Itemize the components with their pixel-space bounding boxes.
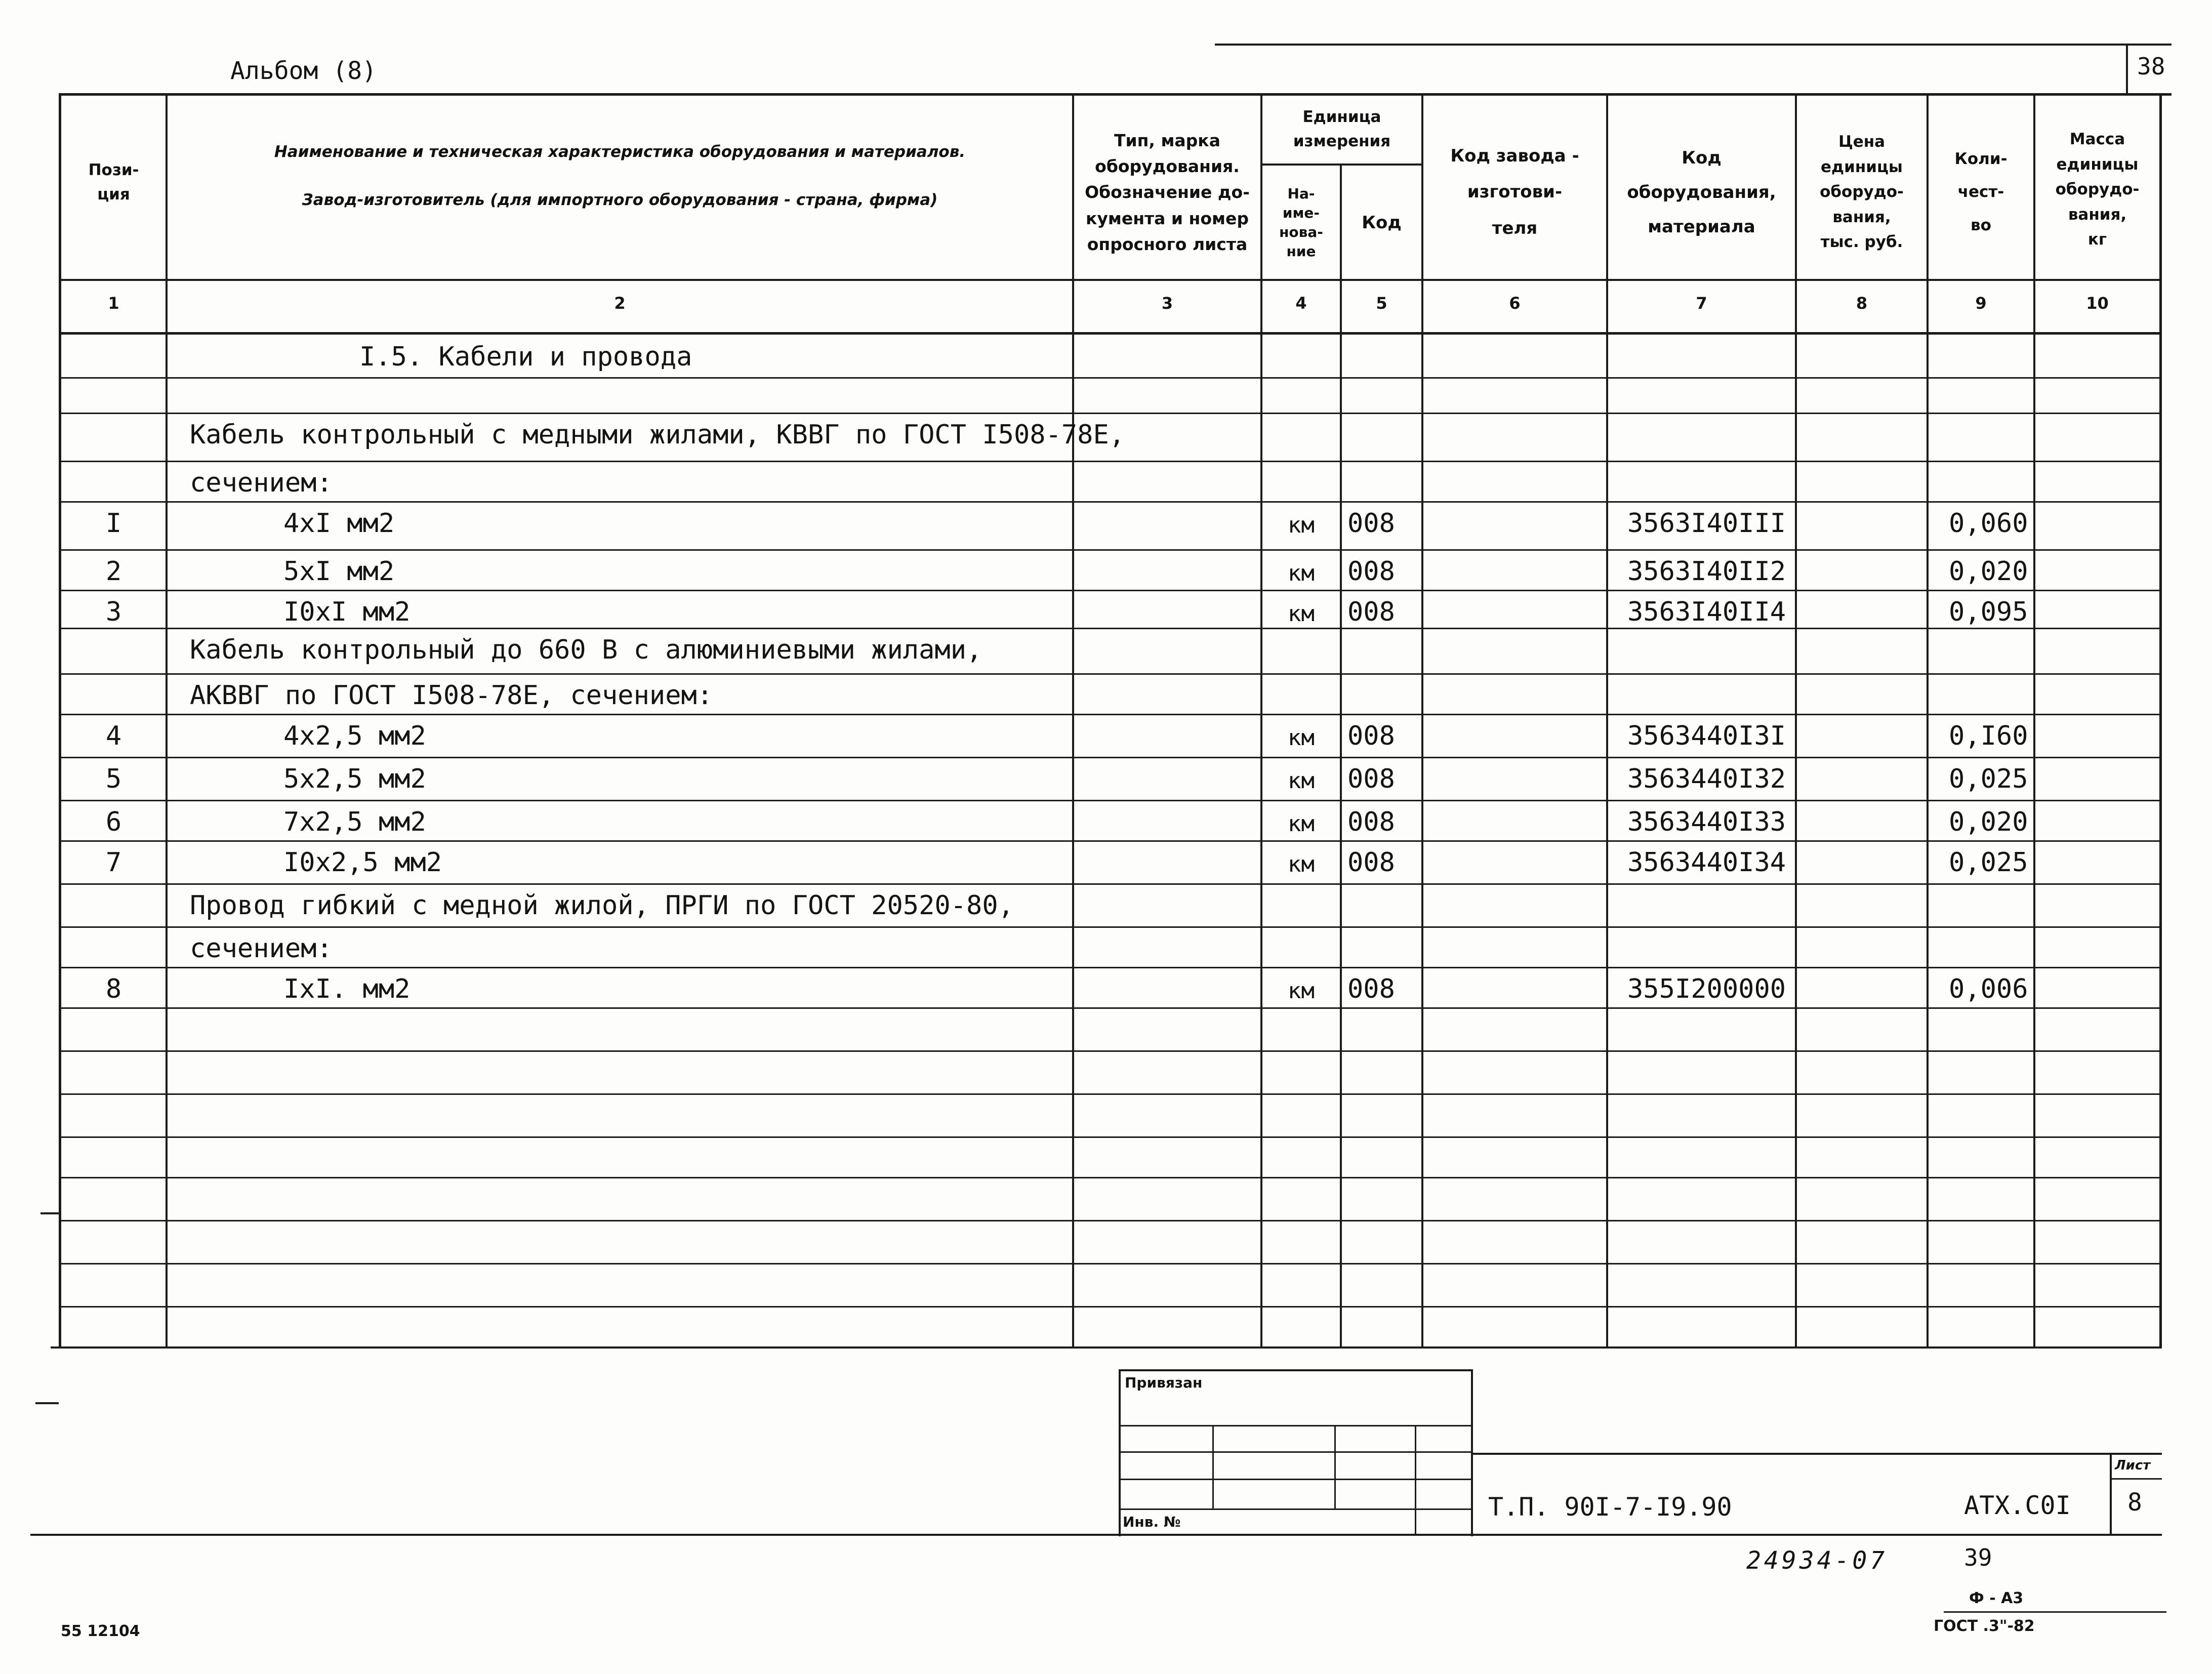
header-factory-code: Код завода - изготови- теля: [1450, 145, 1579, 238]
row-unit: км: [1288, 851, 1315, 877]
row-unit: км: [1288, 512, 1315, 538]
header-name-line1: Наименование и техническая характеристика оборудования и материалов.: [274, 142, 966, 161]
row-material-code: 3563440I32: [1627, 764, 1786, 794]
row-position: 7: [105, 847, 122, 878]
row-unit: км: [1288, 978, 1315, 1004]
row-position: I: [105, 508, 122, 539]
row-name: 4х2,5 мм2: [283, 721, 426, 751]
row-position: 8: [105, 974, 122, 1004]
row-name: 7х2,5 мм2: [283, 807, 426, 837]
row-name: I0х2,5 мм2: [283, 847, 442, 878]
row-unit: км: [1288, 768, 1315, 794]
row-name: I0хI мм2: [283, 597, 411, 627]
sheet-label: Лист: [2115, 1458, 2151, 1473]
document-code: Т.П. 90I-7-I9.90: [1488, 1492, 1732, 1522]
row-name: IхI. мм2: [283, 974, 411, 1004]
header-unit-group: Единица измерения: [1293, 107, 1391, 150]
colnum-2: 2: [614, 294, 626, 313]
stamp-privyazan: Привязан: [1125, 1374, 1203, 1391]
row-material-code: 3563440I33: [1627, 807, 1786, 837]
row-name: I.5. Кабели и провода: [359, 342, 692, 372]
row-unit: км: [1288, 811, 1315, 837]
format-line-2: ГОСТ .3"-82: [1934, 1617, 2035, 1635]
row-unit-code: 008: [1347, 807, 1395, 837]
sheet-number: 8: [2127, 1488, 2142, 1517]
row-material-code: 3563I40II2: [1627, 556, 1786, 587]
sheet-code: АТХ.С0I: [1964, 1491, 2071, 1520]
row-unit-code: 008: [1347, 847, 1395, 878]
row-unit: км: [1288, 560, 1315, 586]
row-name: 5хI мм2: [283, 556, 395, 587]
row-unit-code: 008: [1347, 974, 1395, 1004]
row-material-code: 3563I40II4: [1627, 597, 1786, 627]
header-material-code: Код оборудования, материала: [1627, 148, 1776, 237]
header-quantity: Коли- чест- во: [1954, 150, 2008, 234]
row-unit-code: 008: [1347, 764, 1395, 794]
row-quantity: 0,095: [1949, 597, 2028, 627]
header-unit-code: Код: [1362, 212, 1402, 233]
format-line-1: Ф - А3: [1969, 1589, 2024, 1607]
row-name: Провод гибкий с медной жилой, ПРГИ по ГОСТ 20520-80,: [190, 890, 1014, 921]
row-quantity: 0,I60: [1949, 721, 2028, 751]
row-quantity: 0,060: [1949, 508, 2028, 539]
row-name: 4хI мм2: [283, 508, 395, 539]
header-unit-name: На- име- нова- ние: [1279, 185, 1323, 260]
album-title: Альбом (8): [230, 57, 377, 85]
colnum-8: 8: [1856, 294, 1868, 313]
row-quantity: 0,020: [1949, 556, 2028, 587]
page-number-top: 38: [2137, 53, 2165, 80]
row-material-code: 3563I40III: [1627, 508, 1786, 539]
row-material-code: 3563440I3I: [1627, 721, 1786, 751]
row-position: 4: [105, 721, 122, 751]
colnum-6: 6: [1509, 294, 1521, 313]
colnum-4: 4: [1295, 294, 1307, 313]
header-position: Пози- ция: [88, 160, 139, 203]
row-unit-code: 008: [1347, 556, 1395, 587]
header-name-line2: Завод-изготовитель (для импортного оборудования - страна, фирма): [302, 190, 938, 209]
header-type: Тип, марка оборудования. Обозначение до- кумента и номер опросного листа: [1085, 131, 1250, 254]
colnum-5: 5: [1376, 294, 1387, 313]
header-mass: Масса единицы оборудо- вания, кг: [2055, 130, 2140, 249]
row-position: 6: [105, 807, 122, 837]
row-name: Кабель контрольный с медными жилами, КВВГ по ГОСТ I508-78Е,: [190, 420, 1125, 450]
row-quantity: 0,006: [1949, 974, 2028, 1004]
stamp-inv-no: Инв. №: [1123, 1514, 1181, 1530]
colnum-9: 9: [1975, 294, 1987, 313]
colnum-1: 1: [108, 294, 119, 313]
row-unit-code: 008: [1347, 721, 1395, 751]
page-stamp: 39: [1964, 1544, 1992, 1571]
row-name: Кабель контрольный до 660 В с алюминиевыми жилами,: [190, 635, 982, 665]
row-unit: км: [1288, 725, 1315, 751]
header-price: Цена единицы оборудо- вания, тыс. руб.: [1820, 133, 1904, 252]
row-name: сечением:: [190, 468, 333, 498]
row-quantity: 0,025: [1949, 764, 2028, 794]
row-material-code: 355I200000: [1627, 974, 1786, 1004]
print-code: 55 12104: [61, 1622, 140, 1640]
colnum-7: 7: [1696, 294, 1707, 313]
archive-number: 24934-07: [1746, 1546, 1888, 1575]
row-unit-code: 008: [1347, 597, 1395, 627]
row-name: АКВВГ по ГОСТ I508-78Е, сечением:: [190, 680, 713, 711]
row-position: 2: [105, 556, 122, 587]
row-material-code: 3563440I34: [1627, 847, 1786, 878]
row-name: сечением:: [190, 933, 333, 964]
row-position: 3: [105, 597, 122, 627]
row-position: 5: [105, 764, 122, 794]
colnum-3: 3: [1161, 294, 1173, 313]
row-quantity: 0,025: [1949, 847, 2028, 878]
row-unit-code: 008: [1347, 508, 1395, 539]
row-name: 5х2,5 мм2: [283, 764, 426, 794]
row-unit: км: [1288, 601, 1315, 627]
row-quantity: 0,020: [1949, 807, 2028, 837]
colnum-10: 10: [2086, 294, 2109, 313]
